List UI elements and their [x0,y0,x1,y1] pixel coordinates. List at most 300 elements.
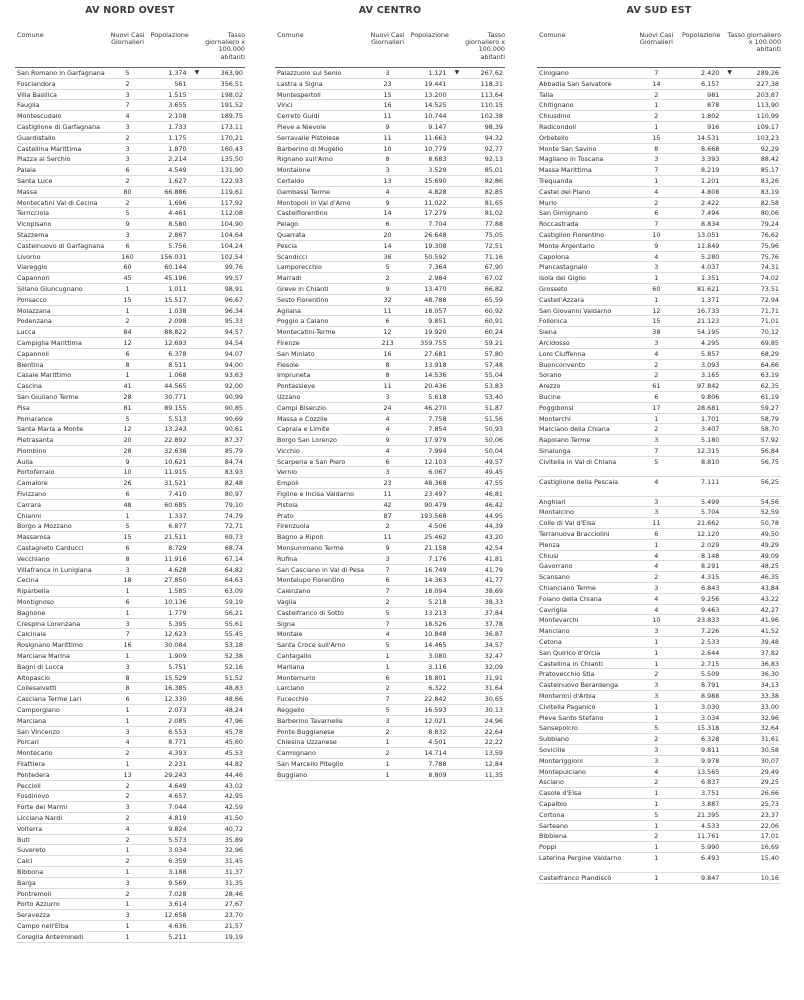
cell-tasso: 52,16 [224,662,243,671]
table-row [15,737,245,748]
cell-comune: Arcidosso [539,338,570,347]
cell-comune: Vicchio [277,446,300,455]
cell-nuovi-casi: 45 [123,274,132,283]
cell-nuovi-casi: 10 [652,616,661,625]
cell-tasso: 15,40 [760,853,779,862]
cell-popolazione: 9.978 [701,756,720,765]
cell-nuovi-casi: 3 [125,803,130,812]
table-row [537,497,781,508]
cell-nuovi-casi: 2 [385,598,390,607]
table-row [275,79,505,90]
cell-popolazione: 60.685 [164,500,187,509]
cell-nuovi-casi: 11 [383,533,392,542]
cell-comune: Piombino [17,446,47,455]
table-row [537,551,781,562]
cell-popolazione: 8.683 [428,155,447,164]
table-row [537,648,781,659]
cell-popolazione: 14.536 [424,371,447,380]
cell-tasso: 51,52 [224,673,243,682]
cell-comune: Follonica [539,317,568,326]
cell-comune: Loro Ciuffenna [539,349,586,358]
table-row [15,219,245,230]
cell-popolazione: 3.529 [428,166,447,175]
cell-popolazione: 8.809 [428,770,447,779]
cell-comune: Marciana [17,716,47,725]
cell-comune: Cerreto Guidi [277,112,320,121]
cell-popolazione: 30.084 [164,641,187,650]
cell-comune: Castiglione della Pescaia [539,477,619,486]
table-row [15,759,245,770]
cell-comune: Calenzano [277,587,311,596]
cell-comune: Barberino Tavarnelle [277,716,343,725]
cell-popolazione: 981 [707,90,720,99]
cell-nuovi-casi: 4 [654,187,659,196]
cell-tasso: 61,19 [760,392,779,401]
table-row [275,187,505,198]
cell-tasso: 24,96 [484,716,503,725]
cell-nuovi-casi: 14 [652,79,661,88]
table-row [15,705,245,716]
cell-tasso: 94,54 [224,338,243,347]
cell-comune: Civitella Paganico [539,702,596,711]
cell-tasso: 98,39 [484,122,503,131]
cell-nuovi-casi: 1 [125,921,130,930]
cell-comune: Pieve a Nievole [277,122,326,131]
cell-comune: Rignano sull'Arno [277,155,333,164]
cell-popolazione: 11.022 [424,198,447,207]
cell-popolazione: 9.847 [701,873,720,882]
cell-comune: Villafranca in Lunigiana [17,565,92,574]
header-comune[interactable]: Comune [277,31,304,39]
cell-tasso: 10,16 [760,873,779,882]
cell-comune: Riparbella [17,587,50,596]
cell-tasso: 81,65 [484,198,503,207]
cell-popolazione: 13.918 [424,360,447,369]
cell-tasso: 85,01 [484,166,503,175]
cell-popolazione: 5.573 [168,835,187,844]
cell-popolazione: 2.422 [701,198,720,207]
table-row [15,424,245,435]
cell-tasso: 11,35 [484,770,503,779]
cell-comune: Pistoia [277,500,298,509]
header-tasso-label: Tasso giornaliero x 100.000 abitanti [727,31,782,54]
cell-popolazione: 2.073 [168,706,187,715]
cell-tasso: 13,59 [484,749,503,758]
cell-tasso: 59,21 [484,338,503,347]
table-row [275,306,505,317]
table-row [275,327,505,338]
cell-popolazione: 3.655 [168,101,187,110]
cell-comune: Murlo [539,198,557,207]
cell-popolazione: 1.351 [701,274,720,283]
cell-popolazione: 1.121 [428,69,447,77]
cell-popolazione: 5.509 [701,670,720,679]
cell-nuovi-casi: 12 [123,338,132,347]
cell-tasso: 81,02 [484,209,503,218]
cell-nuovi-casi: 7 [385,565,390,574]
cell-popolazione: 23.497 [424,490,447,499]
cell-tasso: 43,22 [760,594,779,603]
cell-tasso: 44,46 [224,770,243,779]
header-nuovi-casi[interactable]: Nuovi Casi Giornalieri [370,31,405,47]
cell-popolazione: 7.226 [701,627,720,636]
cell-tasso: 41,77 [484,576,503,585]
cell-tasso: 17,01 [760,832,779,841]
cell-comune: Pelago [277,220,299,229]
cell-nuovi-casi: 3 [125,878,130,887]
cell-tasso: 57,48 [484,360,503,369]
cell-popolazione: 12.623 [164,630,187,639]
cell-popolazione: 2.098 [168,317,187,326]
cell-comune: Montevarchi [539,616,579,625]
cell-comune: Livorno [17,252,41,261]
table-row [275,176,505,187]
cell-nuovi-casi: 6 [125,166,130,175]
cell-comune: Bibbona [17,867,44,876]
cell-tasso: 102,38 [480,112,503,121]
cell-popolazione: 81.621 [696,284,720,293]
cell-tasso: 67,14 [224,554,243,563]
cell-nuovi-casi: 15 [652,317,661,326]
cell-popolazione: 18.094 [424,587,447,596]
table-body [275,67,505,781]
cell-popolazione: 13.565 [696,767,720,776]
cell-tasso: 71,16 [484,252,503,261]
table-row [15,813,245,824]
cell-tasso: 56,75 [760,457,779,466]
table-row [15,144,245,155]
cell-nuovi-casi: 16 [383,101,392,110]
cell-tasso: 96,34 [224,306,243,315]
cell-tasso: 95,33 [224,317,243,326]
cell-popolazione: 4.828 [428,187,447,196]
cell-comune: Capannoli [17,349,49,358]
header-popolazione[interactable]: Popolazione [682,31,721,39]
table-row [537,561,781,572]
sort-desc-icon[interactable]: ▼ [454,68,460,76]
cell-comune: Colle di Val d'Elsa [539,519,596,528]
cell-comune: Castel del Piano [539,187,591,196]
table-row [537,583,781,594]
cell-popolazione: 8.148 [701,551,720,560]
cell-nuovi-casi: 11 [383,490,392,499]
table-row [15,198,245,209]
cell-nuovi-casi: 3 [654,746,659,755]
cell-nuovi-casi: 81 [123,403,132,412]
cell-comune: Forte dei Marmi [17,803,68,812]
cell-tasso: 83,26 [760,176,779,185]
table-row [15,899,245,910]
sort-desc-icon[interactable]: ▼ [194,68,200,76]
cell-popolazione: 9.569 [168,878,187,887]
table-row [537,284,781,295]
cell-tasso: 94,00 [224,360,243,369]
cell-popolazione: 6.157 [701,79,720,88]
cell-tasso: 79,10 [224,500,243,509]
cell-popolazione: 6.837 [701,778,720,787]
cell-nuovi-casi: 13 [383,176,392,185]
cell-popolazione: 12.315 [696,446,720,455]
cell-popolazione: 2.085 [168,716,187,725]
cell-tasso: 28,46 [224,889,243,898]
table-row [15,748,245,759]
table-row [15,90,245,101]
cell-popolazione: 16.385 [164,684,187,693]
cell-comune: Montopoli in Val d'Arno [277,198,351,207]
table-body [537,67,781,884]
cell-comune: Monteriggioni [539,756,583,765]
cell-popolazione: 30.771 [164,392,187,401]
cell-nuovi-casi: 3 [654,627,659,636]
cell-nuovi-casi: 4 [654,562,659,571]
table-row [15,446,245,457]
cell-comune: Pomarance [17,414,53,423]
cell-tasso: 50,93 [484,425,503,434]
cell-popolazione: 6.328 [701,735,720,744]
cell-tasso: 289,26 [756,69,779,77]
cell-nuovi-casi: 7 [125,630,130,639]
table-row [15,306,245,317]
cell-popolazione: 5.618 [428,392,447,401]
section-title: AV SUD EST [626,5,692,16]
cell-tasso: 49,50 [760,530,779,539]
cell-nuovi-casi: 14 [383,241,392,250]
cell-popolazione: 48.368 [424,479,447,488]
cell-tasso: 85,17 [760,166,779,175]
table-body [15,67,245,943]
cell-nuovi-casi: 8 [385,360,390,369]
cell-tasso: 267,62 [480,69,503,77]
header-nuovi-casi[interactable]: Nuovi Casi Giornalieri [110,31,145,47]
table-row [15,835,245,846]
table-row [15,414,245,425]
cell-nuovi-casi: 1 [125,652,130,661]
cell-comune: Fosciandora [17,79,56,88]
cell-nuovi-casi: 7 [654,446,659,455]
cell-tasso: 32,09 [484,662,503,671]
section-title: AV NORD OVEST [85,5,175,16]
cell-popolazione: 13.051 [696,230,720,239]
cell-tasso: 113,90 [756,101,779,110]
cell-comune: Chitignano [539,101,574,110]
cell-tasso: 83,93 [224,468,243,477]
table-row [537,702,781,713]
cell-popolazione: 2.108 [168,112,187,121]
cell-tasso: 104,64 [220,230,243,239]
cell-comune: Carrara [17,500,41,509]
table-row [275,737,505,748]
cell-popolazione: 2.029 [701,540,720,549]
cell-popolazione: 4.533 [701,821,720,830]
cell-nuovi-casi: 15 [383,90,392,99]
table-row [537,208,781,219]
cell-nuovi-casi: 9 [385,122,390,131]
cell-nuovi-casi: 5 [385,641,390,650]
section-av-sud-est [537,4,781,884]
cell-nuovi-casi: 2 [654,573,659,582]
cell-comune: Barga [17,878,36,887]
cell-comune: Foiano della Chiana [539,594,602,603]
header-popolazione[interactable]: Popolazione [410,31,449,39]
cell-tasso: 42,95 [224,792,243,801]
cell-comune: Cinigiano [539,69,569,77]
cell-nuovi-casi: 84 [123,328,132,337]
cell-nuovi-casi: 1 [125,867,130,876]
cell-tasso: 49,57 [484,457,503,466]
sort-desc-icon[interactable]: ▼ [727,68,732,76]
cell-popolazione: 3.093 [701,360,720,369]
cell-tasso: 48,25 [760,562,779,571]
table-row [275,252,505,263]
cell-comune: Monteroni d'Arbia [539,692,596,701]
cell-popolazione: 7.994 [428,446,447,455]
cell-nuovi-casi: 11 [383,382,392,391]
cell-nuovi-casi: 7 [654,166,659,175]
cell-nuovi-casi: 6 [654,392,659,401]
cell-nuovi-casi: 3 [125,230,130,239]
cell-comune: Poppi [539,843,557,852]
header-comune[interactable]: Comune [539,31,566,39]
header-nuovi-casi[interactable]: Nuovi Casi Giornalieri [639,31,674,47]
cell-popolazione: 3.165 [701,371,720,380]
table-row [537,637,781,648]
table-row [537,273,781,284]
cell-popolazione: 13.470 [424,284,447,293]
cell-nuovi-casi: 8 [125,554,130,563]
cell-nuovi-casi: 213 [381,338,394,347]
cell-popolazione: 1.011 [168,284,187,293]
cell-popolazione: 8.729 [168,544,187,553]
cell-comune: Bagni di Lucca [17,662,64,671]
cell-comune: Firenze [277,338,300,347]
cell-comune: Vinci [277,101,293,110]
cell-nuovi-casi: 11 [652,519,661,528]
cell-popolazione: 25.462 [424,533,447,542]
cell-popolazione: 7.364 [428,263,447,272]
cell-tasso: 32,47 [484,652,503,661]
cell-comune: Gambassi Terme [277,187,330,196]
cell-comune: Viareggio [17,263,48,272]
cell-comune: San Romano in Garfagnana [17,69,105,77]
cell-nuovi-casi: 2 [654,670,659,679]
cell-popolazione: 193.568 [420,511,447,520]
cell-comune: Stazzema [17,230,49,239]
cell-comune: Castelfranco Piandiscò [539,873,612,882]
cell-popolazione: 15.690 [424,176,447,185]
table-row [275,338,505,349]
cell-tasso: 50,78 [760,519,779,528]
cell-popolazione: 7.854 [428,425,447,434]
cell-nuovi-casi: 42 [383,500,392,509]
table-row [15,327,245,338]
cell-tasso: 55,04 [484,371,503,380]
cell-nuovi-casi: 1 [654,648,659,657]
cell-comune: Guardistallo [17,133,56,142]
table-row [537,691,781,702]
cell-comune: Bagnone [17,608,46,617]
cell-comune: Campiglia Marittima [17,338,82,347]
cell-popolazione: 6.359 [168,857,187,866]
cell-popolazione: 21.511 [164,533,187,542]
cell-comune: Montalcino [539,508,574,517]
cell-nuovi-casi: 4 [125,738,130,747]
cell-popolazione: 5.280 [701,252,720,261]
cell-tasso: 87,37 [224,436,243,445]
cell-comune: Laterina Pergine Valdarno [539,853,622,862]
cell-nuovi-casi: 3 [654,263,659,272]
table-row [15,543,245,554]
cell-tasso: 57,80 [484,349,503,358]
cell-popolazione: 2.867 [168,230,187,239]
cell-tasso: 96,67 [224,295,243,304]
cell-popolazione: 1.870 [168,144,187,153]
cell-tasso: 173,11 [220,122,243,131]
cell-popolazione: 9.851 [428,317,447,326]
cell-nuovi-casi: 1 [654,713,659,722]
cell-comune: Montecarlo [17,749,53,758]
cell-comune: Chiusi [539,551,559,560]
cell-comune: Casciana Terme Lari [17,695,82,704]
table-row [537,799,781,810]
cell-tasso: 43,02 [224,781,243,790]
cell-tasso: 36,30 [760,670,779,679]
table-row [537,349,781,360]
cell-comune: Campi Bisenzio [277,403,326,412]
table-row [15,878,245,889]
table-row [537,295,781,306]
cell-tasso: 55,45 [224,630,243,639]
cell-comune: Capolona [539,252,569,261]
cell-comune: Montepulciano [539,767,586,776]
table-row [275,208,505,219]
section-av-centro [275,4,505,781]
cell-tasso: 67,90 [484,263,503,272]
cell-nuovi-casi: 1 [654,659,659,668]
table-row [275,651,505,662]
table-row [15,521,245,532]
table-row [15,824,245,835]
cell-comune: Sovicille [539,746,566,755]
cell-nuovi-casi: 3 [125,727,130,736]
cell-tasso: 98,91 [224,284,243,293]
cell-tasso: 48,66 [224,695,243,704]
header-comune[interactable]: Comune [17,31,44,39]
cell-popolazione: 7.704 [428,220,447,229]
cell-popolazione: 1.337 [168,511,187,520]
table-row [537,446,781,457]
cell-popolazione: 29.243 [164,770,187,779]
table-row [15,262,245,273]
cell-popolazione: 10.621 [164,457,187,466]
table-row [275,565,505,576]
cell-nuovi-casi: 2 [125,792,130,801]
cell-popolazione: 12.330 [164,695,187,704]
cell-tasso: 94,32 [484,133,503,142]
cell-comune: Altopascio [17,673,51,682]
cell-comune: Porto Azzurro [17,900,60,909]
cell-comune: Borgo San Lorenzo [277,436,337,445]
cell-nuovi-casi: 12 [123,425,132,434]
table-row [15,694,245,705]
cell-tasso: 45,53 [224,749,243,758]
table-row [15,662,245,673]
cell-popolazione: 3.034 [168,846,187,855]
header-popolazione[interactable]: Popolazione [150,31,189,39]
cell-comune: Serravalle Pistoiese [277,133,340,142]
cell-popolazione: 4.636 [168,921,187,930]
cell-popolazione: 1.802 [701,112,720,121]
table-row [537,327,781,338]
